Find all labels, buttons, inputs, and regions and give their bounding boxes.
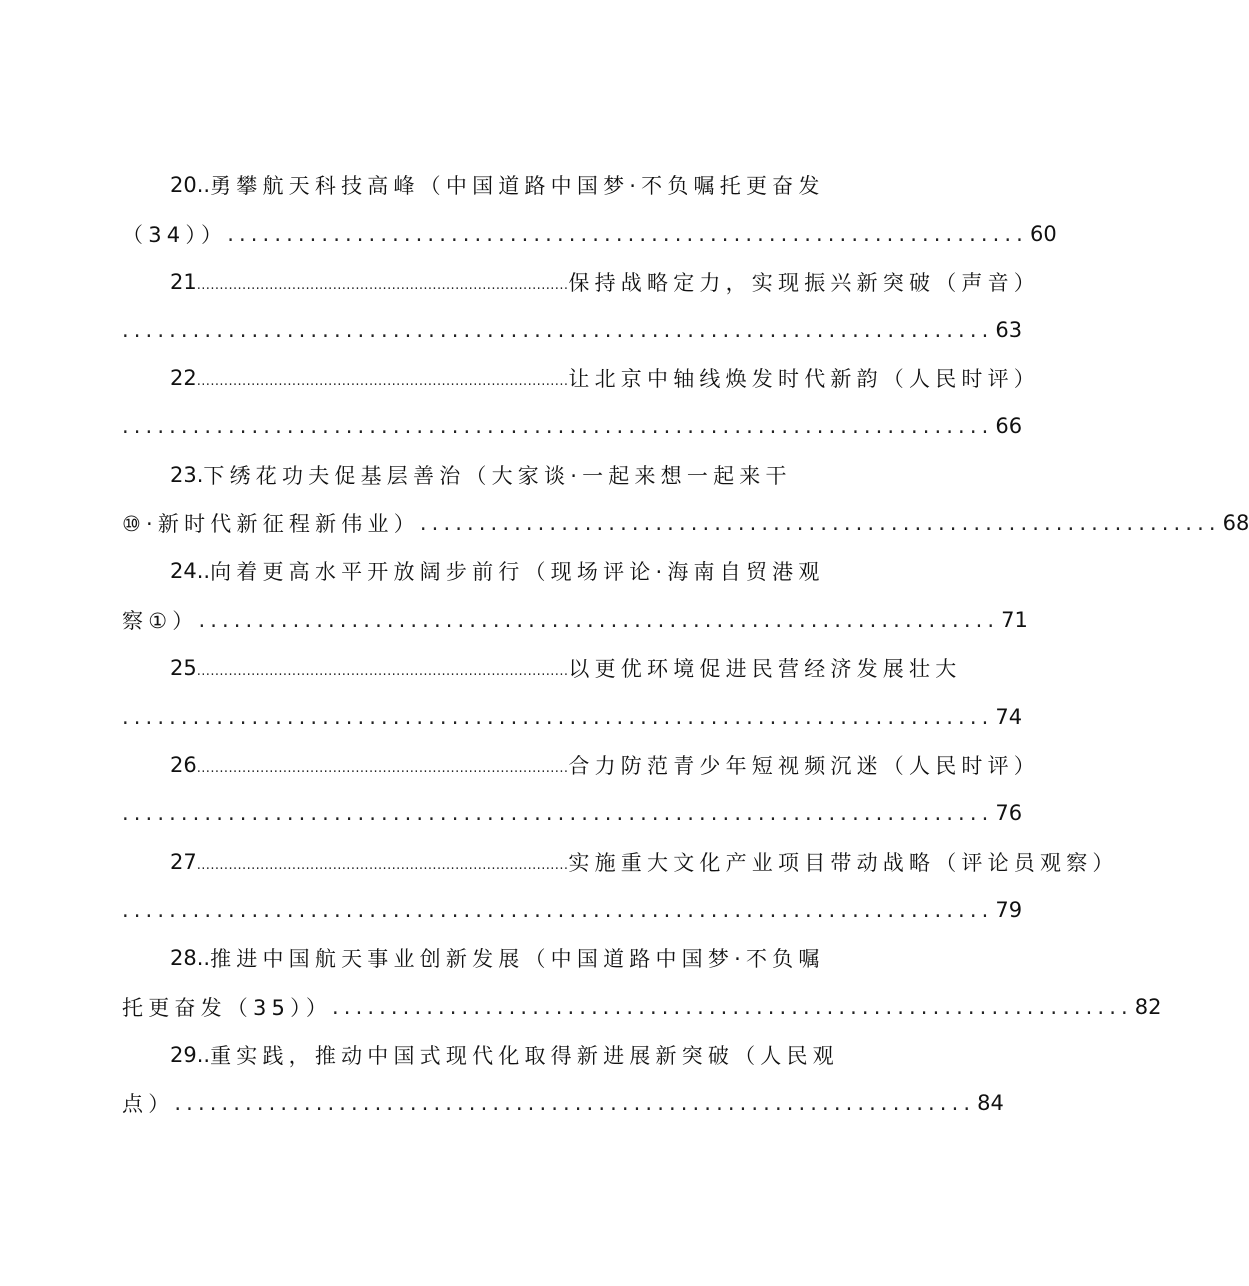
entry-title: 重实践，推动中国式现代化取得新进展新突破（人民观 [210,1044,839,1068]
toc-entry-27-line1[interactable] [170,842,1119,882]
entry-title-continued: ⑩·新时代新征程新伟业） [122,512,420,536]
dot-leader: .......................................................................... [122,705,994,729]
entry-title-continued: 察①） [122,609,199,633]
page-number: 84 [977,1091,1004,1115]
toc-entry-22-line1[interactable] [170,358,1040,398]
page-number: 76 [995,801,1023,825]
entry-title: 勇攀航天科技高峰（中国道路中国梦·不负嘱托更奋发 [210,174,825,198]
entry-title: 向着更高水平开放阔步前行（现场评论·海南自贸港观 [210,560,825,584]
page-number: 66 [995,414,1023,438]
dot-leader: .................................................................................. [196,664,569,679]
entry-number: 26 [170,753,197,777]
page-number: 71 [1001,608,1028,632]
entry-number: 29.. [170,1043,211,1067]
page-number: 60 [1029,222,1057,246]
entry-title: 下绣花功夫促基层善治（大家谈·一起来想一起来干 [203,464,792,488]
entry-title-continued: 点） [122,1092,175,1116]
dot-leader: .................................................................................. [196,374,569,389]
toc-entry-22-line2[interactable] [122,406,1023,446]
entry-title-continued: （34）） [122,223,228,247]
toc-entry-23-line2[interactable] [122,503,1249,543]
dot-leader: .................................................................... [419,511,1221,535]
entry-number: 28.. [170,946,211,970]
dot-leader: .................................................................... [227,222,1028,246]
toc-entry-26-line1[interactable] [170,745,1040,785]
entry-title: 实施重大文化产业项目带动战略（评论员观察） [568,851,1119,875]
page-number: 82 [1134,995,1162,1019]
toc-entry-21-line1[interactable] [170,262,1040,302]
page-number: 79 [995,898,1023,922]
toc-entry-24-line2[interactable] [122,600,1028,640]
toc-entry-24-line1[interactable] [170,551,825,591]
dot-leader: .................................................................................. [196,858,569,873]
entry-title: 推进中国航天事业创新发展（中国道路中国梦·不负嘱 [210,947,825,971]
toc-entry-20-line2[interactable] [122,214,1057,254]
entry-number: 24.. [170,559,211,583]
dot-leader: .................................................................... [198,608,1000,632]
entry-number: 23. [170,463,204,487]
page-number: 68 [1222,511,1249,535]
toc-entry-27-line2[interactable] [122,890,1023,930]
dot-leader: .......................................................................... [122,318,994,342]
dot-leader: .......................................................................... [122,801,994,825]
toc-entry-28-line2[interactable] [122,987,1162,1027]
toc-entry-25-line1[interactable] [170,648,962,688]
entry-title: 保持战略定力，实现振兴新突破（声音） [568,271,1040,295]
dot-leader: .................................................................................. [196,278,569,293]
entry-number: 21 [170,270,197,294]
dot-leader: .......................................................................... [122,898,994,922]
entry-number: 22 [170,366,197,390]
toc-entry-20-line1[interactable] [170,165,825,205]
entry-title: 以更优环境促进民营经济发展壮大 [568,657,962,681]
entry-number: 27 [170,850,197,874]
toc-entry-29-line1[interactable] [170,1035,839,1075]
dot-leader: .................................................................... [174,1091,976,1115]
toc-entry-26-line2[interactable] [122,793,1023,833]
toc-entry-29-line2[interactable] [122,1083,1004,1123]
entry-title-continued: 托更奋发（35）） [122,996,333,1020]
dot-leader: .................................................................... [332,995,1133,1019]
entry-title: 合力防范青少年短视频沉迷（人民时评） [568,754,1040,778]
toc-entry-21-line2[interactable] [122,310,1023,350]
page-number: 74 [995,705,1023,729]
entry-number: 25 [170,656,197,680]
dot-leader: .......................................................................... [122,414,994,438]
entry-title: 让北京中轴线焕发时代新韵（人民时评） [568,367,1040,391]
page-number: 63 [995,318,1023,342]
toc-entry-28-line1[interactable] [170,938,825,978]
dot-leader: .................................................................................. [196,761,569,776]
entry-number: 20.. [170,173,211,197]
toc-entry-23-line1[interactable] [170,455,798,495]
toc-entry-25-line2[interactable] [122,697,1023,737]
